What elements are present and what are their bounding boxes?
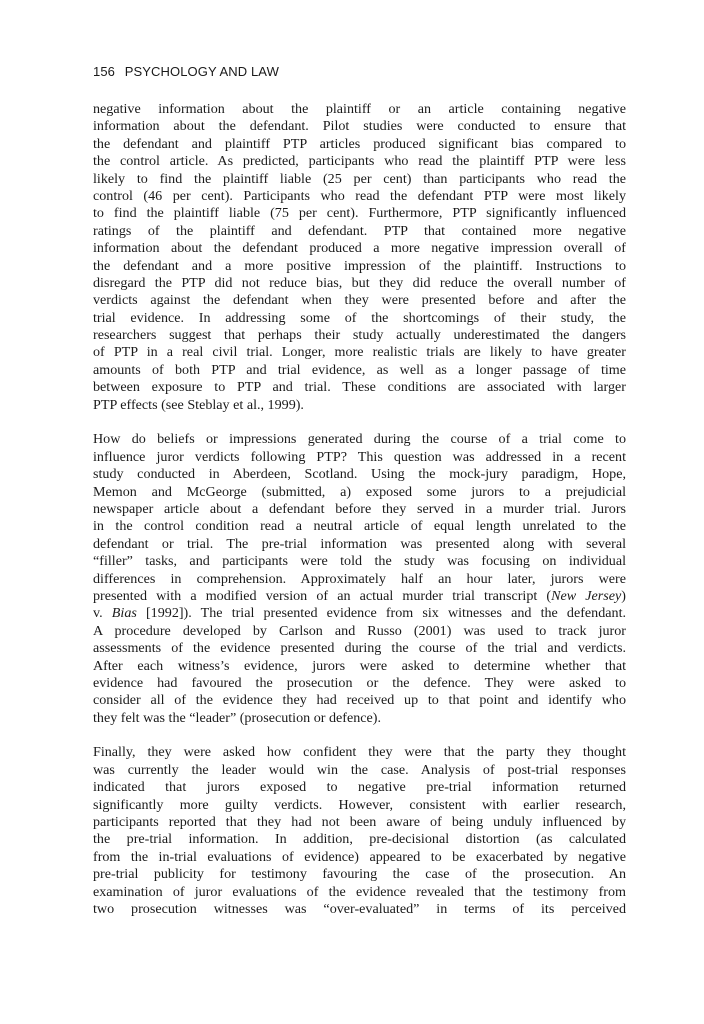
- text-line: the defendant and plaintiff PTP articles produced significant bias compared to: [93, 135, 626, 152]
- text-line: from the in-trial evaluations of evidence) appeared to be exacerbated by negative: [93, 848, 626, 865]
- text-line: defendant or trial. The pre-trial information was presented along with several: [93, 535, 626, 552]
- text-line: Memon and McGeorge (submitted, a) exposed some jurors to a prejudicial: [93, 483, 626, 500]
- text-line: negative information about the plaintiff or an article containing negative: [93, 101, 626, 117]
- text-line: verdicts against the defendant when they were presented before and after the: [93, 292, 626, 309]
- text-line: trial evidence. In addressing some of the shortcomings of their study, the: [93, 309, 626, 326]
- text-line: participants reported that they had not been aware of being unduly influenced by: [93, 814, 626, 831]
- text-line: they felt was the “leader” (prosecution or defence).: [93, 709, 381, 726]
- text-line: newspaper article about a defendant before they served in a murder trial. Jurors: [93, 500, 626, 517]
- text-line: in the control condition read a neutral article of equal length unrelated to the: [93, 518, 626, 535]
- text-line: indicated that jurors exposed to negative pre-trial information returned: [93, 779, 626, 796]
- text-line: PTP effects (see Steblay et al., 1999).: [93, 396, 304, 413]
- line-segment: v.: [93, 605, 112, 622]
- line-segment: ): [621, 587, 626, 604]
- text-line: [93, 605, 626, 622]
- text-line: was currently the leader would win the case. Analysis of post-trial responses: [93, 761, 626, 778]
- body-text: [93, 101, 626, 936]
- case-name-italic: Bias: [111, 605, 137, 622]
- running-title: PSYCHOLOGY AND LAW: [124, 64, 279, 79]
- text-line: between exposure to PTP and trial. These conditions are associated with larger: [93, 379, 626, 396]
- text-line: examination of juror evaluations of the evidence revealed that the testimony from: [93, 883, 626, 900]
- case-name-italic: New Jersey: [551, 587, 622, 604]
- text-line: two prosecution witnesses was “over-evaluated” in terms of its perceived: [93, 900, 626, 917]
- text-line: consider all of the evidence they had received up to that point and identify who: [93, 692, 626, 709]
- text-line: disregard the PTP did not reduce bias, but they did reduce the overall number of: [93, 274, 626, 291]
- text-line: ratings of the plaintiff and defendant. PTP that contained more negative: [93, 222, 626, 239]
- text-line: information about the defendant. Pilot studies were conducted to ensure that: [93, 118, 626, 135]
- line-segment: [1992]). The trial presented evidence from six witnesses and the defendant.: [136, 605, 626, 622]
- text-line: How do beliefs or impressions generated during the course of a trial come to: [93, 431, 626, 448]
- text-line: A procedure developed by Carlson and Russo (2001) was used to track juror: [93, 622, 626, 639]
- text-line: After each witness’s evidence, jurors were asked to determine whether that: [93, 657, 626, 674]
- text-line: “filler” tasks, and participants were told the study was focusing on individual: [93, 553, 626, 570]
- text-line: control (46 per cent). Participants who read the defendant PTP were most likely: [93, 187, 626, 204]
- text-line: assessments of the evidence presented during the course of the trial and verdicts.: [93, 640, 626, 657]
- text-line: significantly more guilty verdicts. However, consistent with earlier research,: [93, 796, 626, 813]
- text-line: evidence had favoured the prosecution or the defence. They were asked to: [93, 674, 626, 691]
- text-line: information about the defendant produced a more negative impression overall of: [93, 240, 626, 257]
- page-number: 156: [93, 64, 115, 79]
- text-line: influence juror verdicts following PTP? This question was addressed in a recent: [93, 448, 626, 465]
- text-line: the defendant and a more positive impression of the plaintiff. Instructions to: [93, 257, 626, 274]
- text-line: the pre-trial information. In addition, pre-decisional distortion (as calculated: [93, 831, 626, 848]
- paragraph-1: [93, 101, 626, 414]
- text-line: to find the plaintiff liable (75 per cent). Furthermore, PTP significantly influenced: [93, 205, 626, 222]
- line-segment: presented with a modified version of an actual murder trial transcript (: [93, 587, 552, 604]
- text-line: researchers suggest that perhaps their study actually underestimated the dangers: [93, 327, 626, 344]
- text-line: of PTP in a real civil trial. Longer, more realistic trials are likely to have greater: [93, 344, 626, 361]
- paragraph-3: [93, 744, 626, 918]
- text-line: likely to find the plaintiff liable (25 per cent) than participants who read the: [93, 170, 626, 187]
- running-head: [93, 64, 279, 79]
- text-line: pre-trial publicity for testimony favouring the case of the prosecution. An: [93, 866, 626, 883]
- text-line: the control article. As predicted, participants who read the plaintiff PTP were less: [93, 153, 626, 170]
- text-line: amounts of both PTP and trial evidence, as well as a longer passage of time: [93, 361, 626, 378]
- paragraph-2: [93, 431, 626, 727]
- text-line: Finally, they were asked how confident they were that the party they thought: [93, 744, 626, 761]
- text-line: [93, 588, 626, 605]
- text-line: differences in comprehension. Approximately half an hour later, jurors were: [93, 570, 626, 587]
- text-line: study conducted in Aberdeen, Scotland. Using the mock-jury paradigm, Hope,: [93, 466, 626, 483]
